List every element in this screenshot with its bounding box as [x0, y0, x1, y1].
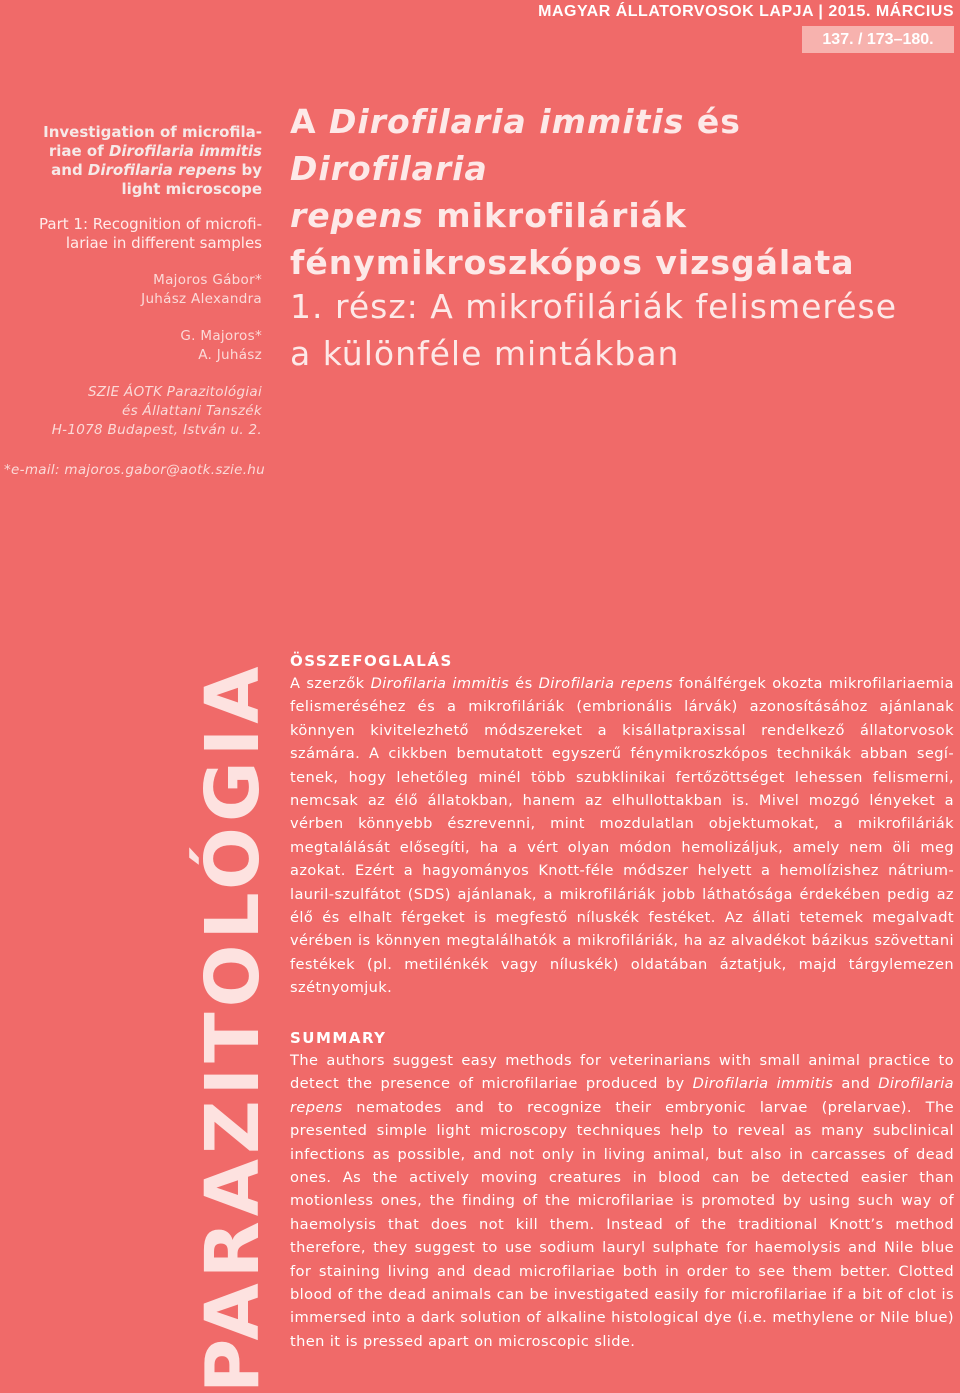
- abstract-english-heading: SUMMARY: [290, 1029, 387, 1047]
- english-title-line-1: Investigation of microfila-: [43, 123, 262, 141]
- article-title-line-1: A Dirofilaria immitis és Dirofilaria: [290, 102, 741, 188]
- institution: SZIE ÁOTK Parazitológiai és Állattani Tanszék H-1078 Budapest, István u. 2.: [51, 384, 262, 438]
- english-title-line-3: and Dirofilaria repens by: [51, 161, 262, 179]
- journal-header: MAGYAR ÁLLATORVOSOK LAPJA | 2015. MÁRCIUS: [538, 3, 954, 20]
- contact-email: *e-mail: majoros.gabor@aotk.szie.hu: [4, 462, 265, 478]
- article-subtitle: 1. rész: A mikrofiláriák felismerése a különféle mintákban: [290, 287, 898, 373]
- article-title: [290, 98, 950, 286]
- authors-english: G. Majoros* A. Juhász: [180, 328, 262, 363]
- english-title-line-2: riae of Dirofilaria immitis: [48, 142, 262, 160]
- english-part-title: Part 1: Recognition of microfi- lariae in different samples: [39, 215, 262, 252]
- abstract-hungarian-text: A szerzők Dirofilaria immitis és Dirofilaria repens fonálférgek okozta mikrofilariaemia felismeréséhez és a mikrofiláriák (embrionális lárvák) azonosításához ajánlanak könnyen kivitelezhető módszereket a kisállatpraxissal rendelkező állatorvosok számára. A cikkben bemutatott egyszerű fénymikroszkópos technikák abban segí-tenek, hogy lehetőleg minél több szubklinikai fertőzöttséget lehessen felismerni, nemcsak az élő állatokban, hanem az elhullottakban is. Mivel mozgó lényeket a vérben könnyebb észrevenni, mint mozdulatlan objektumokat, a mikrofiláriák megtalálását elősegíti, ha a vért olyan módon hemolizáljuk, amely nem öli meg azokat. Ezért a hagyományos Knott-féle módszer helyett a hemolízishez nátrium-lauril-szulfátot (SDS) ajánlanak, a mikrofiláriák jobb láthatósága érdekében pedig az élő és elhalt férgeket is megfestő níluskék festéket. Az állati tetemek megalvadt vérében is könnyen megtalálhatók a mikrofiláriák, ha az alvadékot bázikus szövettani festékek (pl. metilénkék vagy níluskék) oldatában áztatjuk, majd tárgylemezen szétnyomjuk.: [290, 675, 954, 997]
- abstract-english-text: The authors suggest easy methods for veterinarians with small animal practice to detect the presence of microfilariae produced by Dirofilaria immitis and Dirofilaria repens nematodes and to recognize their embryonic larvae (prelarvae). The presented simple light microscopy techniques help to reveal as many subclinical infections as possible, and not only in living animal, but also in carcasses of dead ones. As the actively moving creatures in blood can be detected easier than motionless ones, the finding of the microfilariae is promoted by using such way of haemolysis that does not kill them. Instead of the traditional Knott’s method therefore, they suggest to use sodium lauryl sulphate for haemolysis and Nile blue for staining living and dead microfilariae both in order to see them better. Clotted blood of the dead animals can be investigated easily for microfilariae if a bit of clot is immersed into a dark solution of alkaline histological dye (i.e. methylene or Nile blue) then it is pressed apart on microscopic slide.: [290, 1052, 954, 1350]
- page-range-badge: 137. / 173–180.: [802, 26, 954, 53]
- abstract-hungarian-heading: ÖSSZEFOGLALÁS: [290, 652, 453, 670]
- authors-hungarian: Majoros Gábor* Juhász Alexandra: [141, 272, 262, 307]
- article-title-line-2: repens mikrofiláriák: [290, 196, 687, 235]
- english-title: [0, 123, 262, 199]
- section-label-vertical: PARAZITOLÓGIA: [190, 661, 276, 1393]
- article-title-line-3: fénymikroszkópos vizsgálata: [290, 243, 855, 282]
- abstract-english: [290, 1029, 954, 1353]
- abstract-hungarian: [290, 652, 954, 1000]
- english-title-line-4: light microscope: [121, 180, 262, 198]
- left-column: [0, 123, 262, 440]
